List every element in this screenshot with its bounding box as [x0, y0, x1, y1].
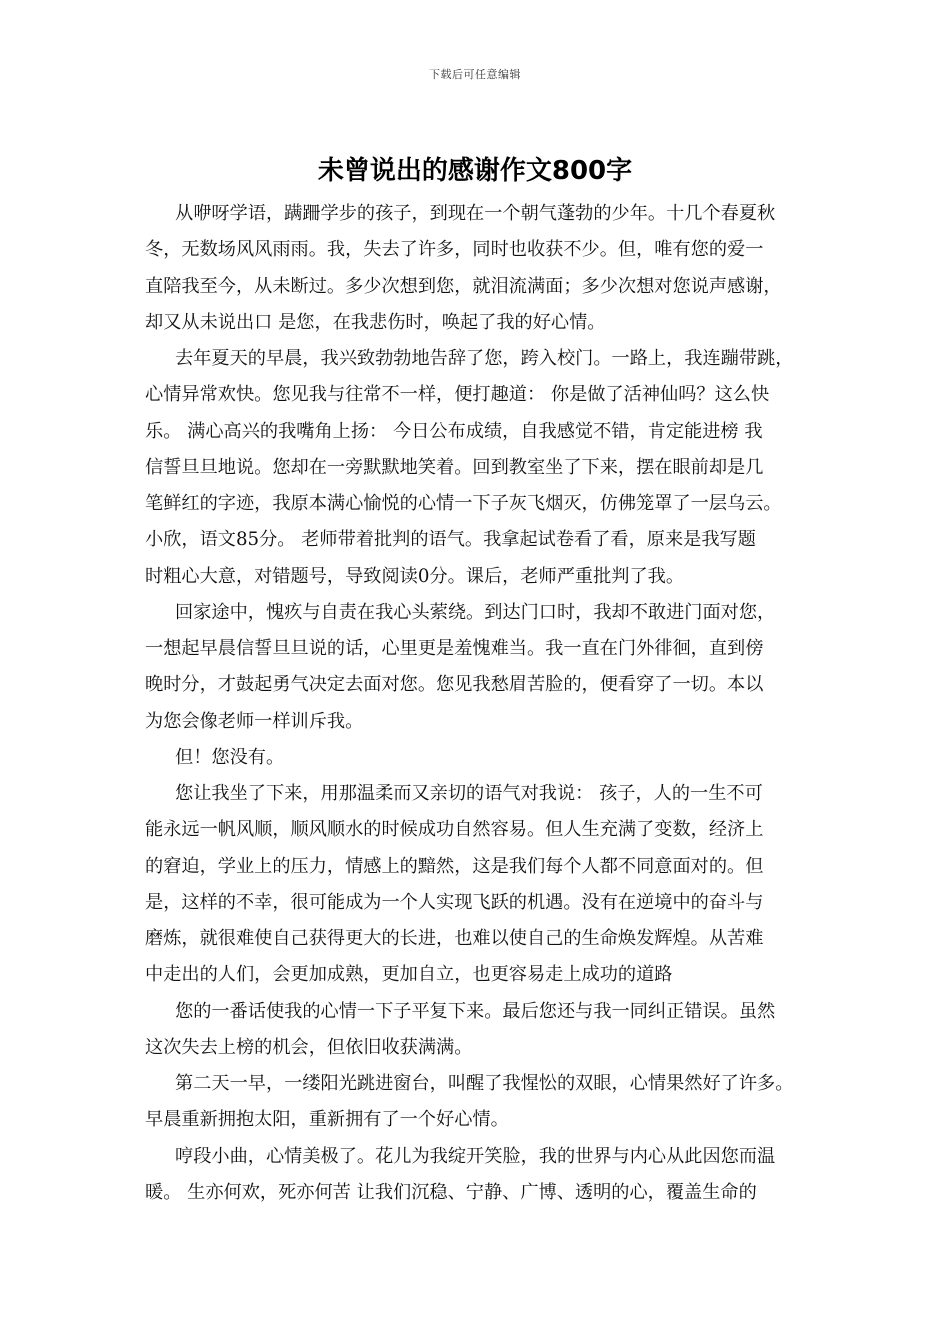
text-line: 哼段小曲，心情美极了。花儿为我绽开笑脸，我的世界与内心从此因您而温	[175, 1145, 776, 1167]
header-note: 下载后可任意编辑	[429, 68, 521, 81]
text-line: 早晨重新拥抱太阳，重新拥有了一个好心情。	[145, 1109, 509, 1131]
text-line: 时粗心大意，对错题号，导致阅读0分。课后，老师严重批判了我。	[145, 565, 685, 587]
document-title: 未曾说出的感谢作文800字	[317, 156, 633, 186]
text-line: 第二天一早，一缕阳光跳进窗台，叫醒了我惺忪的双眼，心情果然好了许多。	[175, 1073, 794, 1094]
text-line: 去年夏天的早晨，我兴致勃勃地告辞了您，跨入校门。一路上，我连蹦带跳，	[175, 348, 794, 369]
text-line: 您的一番话使我的心情一下子平复下来。最后您还与我一同纠正错误。虽然	[175, 1000, 776, 1022]
text-line: 小欣，语文85分。 老师带着批判的语气。我拿起试卷看了看，原来是我写题	[145, 529, 756, 551]
text-line: 直陪我至今，从未断过。多少次想到您，就泪流满面；多少次想对您说声感谢，	[145, 275, 782, 297]
text-line: 晚时分，才鼓起勇气决定去面对您。您见我愁眉苦脸的，便看穿了一切。本以	[145, 674, 764, 696]
text-line: 一想起早晨信誓旦旦说的话，心里更是羞愧难当。我一直在门外徘徊，直到傍	[145, 638, 764, 659]
text-line: 信誓旦旦地说。您却在一旁默默地笑着。回到教室坐了下来，摆在眼前却是几	[145, 456, 764, 478]
text-line: 为您会像老师一样训斥我。	[145, 710, 364, 732]
text-line: 从咿呀学语，蹒跚学步的孩子，到现在一个朝气蓬勃的少年。十几个春夏秋	[175, 203, 776, 224]
text-line: 的窘迫，学业上的压力，情感上的黯然，这是我们每个人都不同意面对的。但	[145, 855, 764, 877]
text-line: 回家途中，愧疚与自责在我心头萦绕。到达门口时，我却不敢进门面对您，	[175, 601, 776, 623]
text-line: 笔鲜红的字迹，我原本满心愉悦的心情一下子灰飞烟灭，仿佛笼罩了一层乌云。	[145, 493, 782, 514]
text-line: 却又从未说出口 是您，在我悲伤时，唤起了我的好心情。	[145, 311, 606, 333]
text-line: 中走出的人们，会更加成熟，更加自立，也更容易走上成功的道路	[145, 964, 673, 986]
text-line: 但！您没有。	[175, 746, 285, 768]
text-line: 磨炼，就很难使自己获得更大的长进，也难以使自己的生命焕发辉煌。从苦难	[145, 928, 764, 949]
document-body	[145, 196, 825, 1211]
text-line: 冬，无数场风风雨雨。我，失去了许多，同时也收获不少。但，唯有您的爱一	[145, 239, 764, 261]
text-line: 乐。 满心高兴的我嘴角上扬： 今日公布成绩，自我感觉不错，肯定能进榜 我	[145, 420, 763, 442]
text-line: 心情异常欢快。您见我与往常不一样，便打趣道： 你是做了活神仙吗？这么快	[145, 384, 770, 406]
text-line: 暖。 生亦何欢，死亦何苦 让我们沉稳、宁静、广博、透明的心，覆盖生命的	[145, 1181, 757, 1203]
text-line: 是，这样的不幸，很可能成为一个人实现飞跃的机遇。没有在逆境中的奋斗与	[145, 891, 764, 913]
text-line: 您让我坐了下来，用那温柔而又亲切的语气对我说： 孩子，人的一生不可	[175, 783, 763, 804]
text-line: 这次失去上榜的机会，但依旧收获满满。	[145, 1036, 473, 1058]
text-line: 能永远一帆风顺，顺风顺水的时候成功自然容易。但人生充满了变数，经济上	[145, 819, 764, 841]
